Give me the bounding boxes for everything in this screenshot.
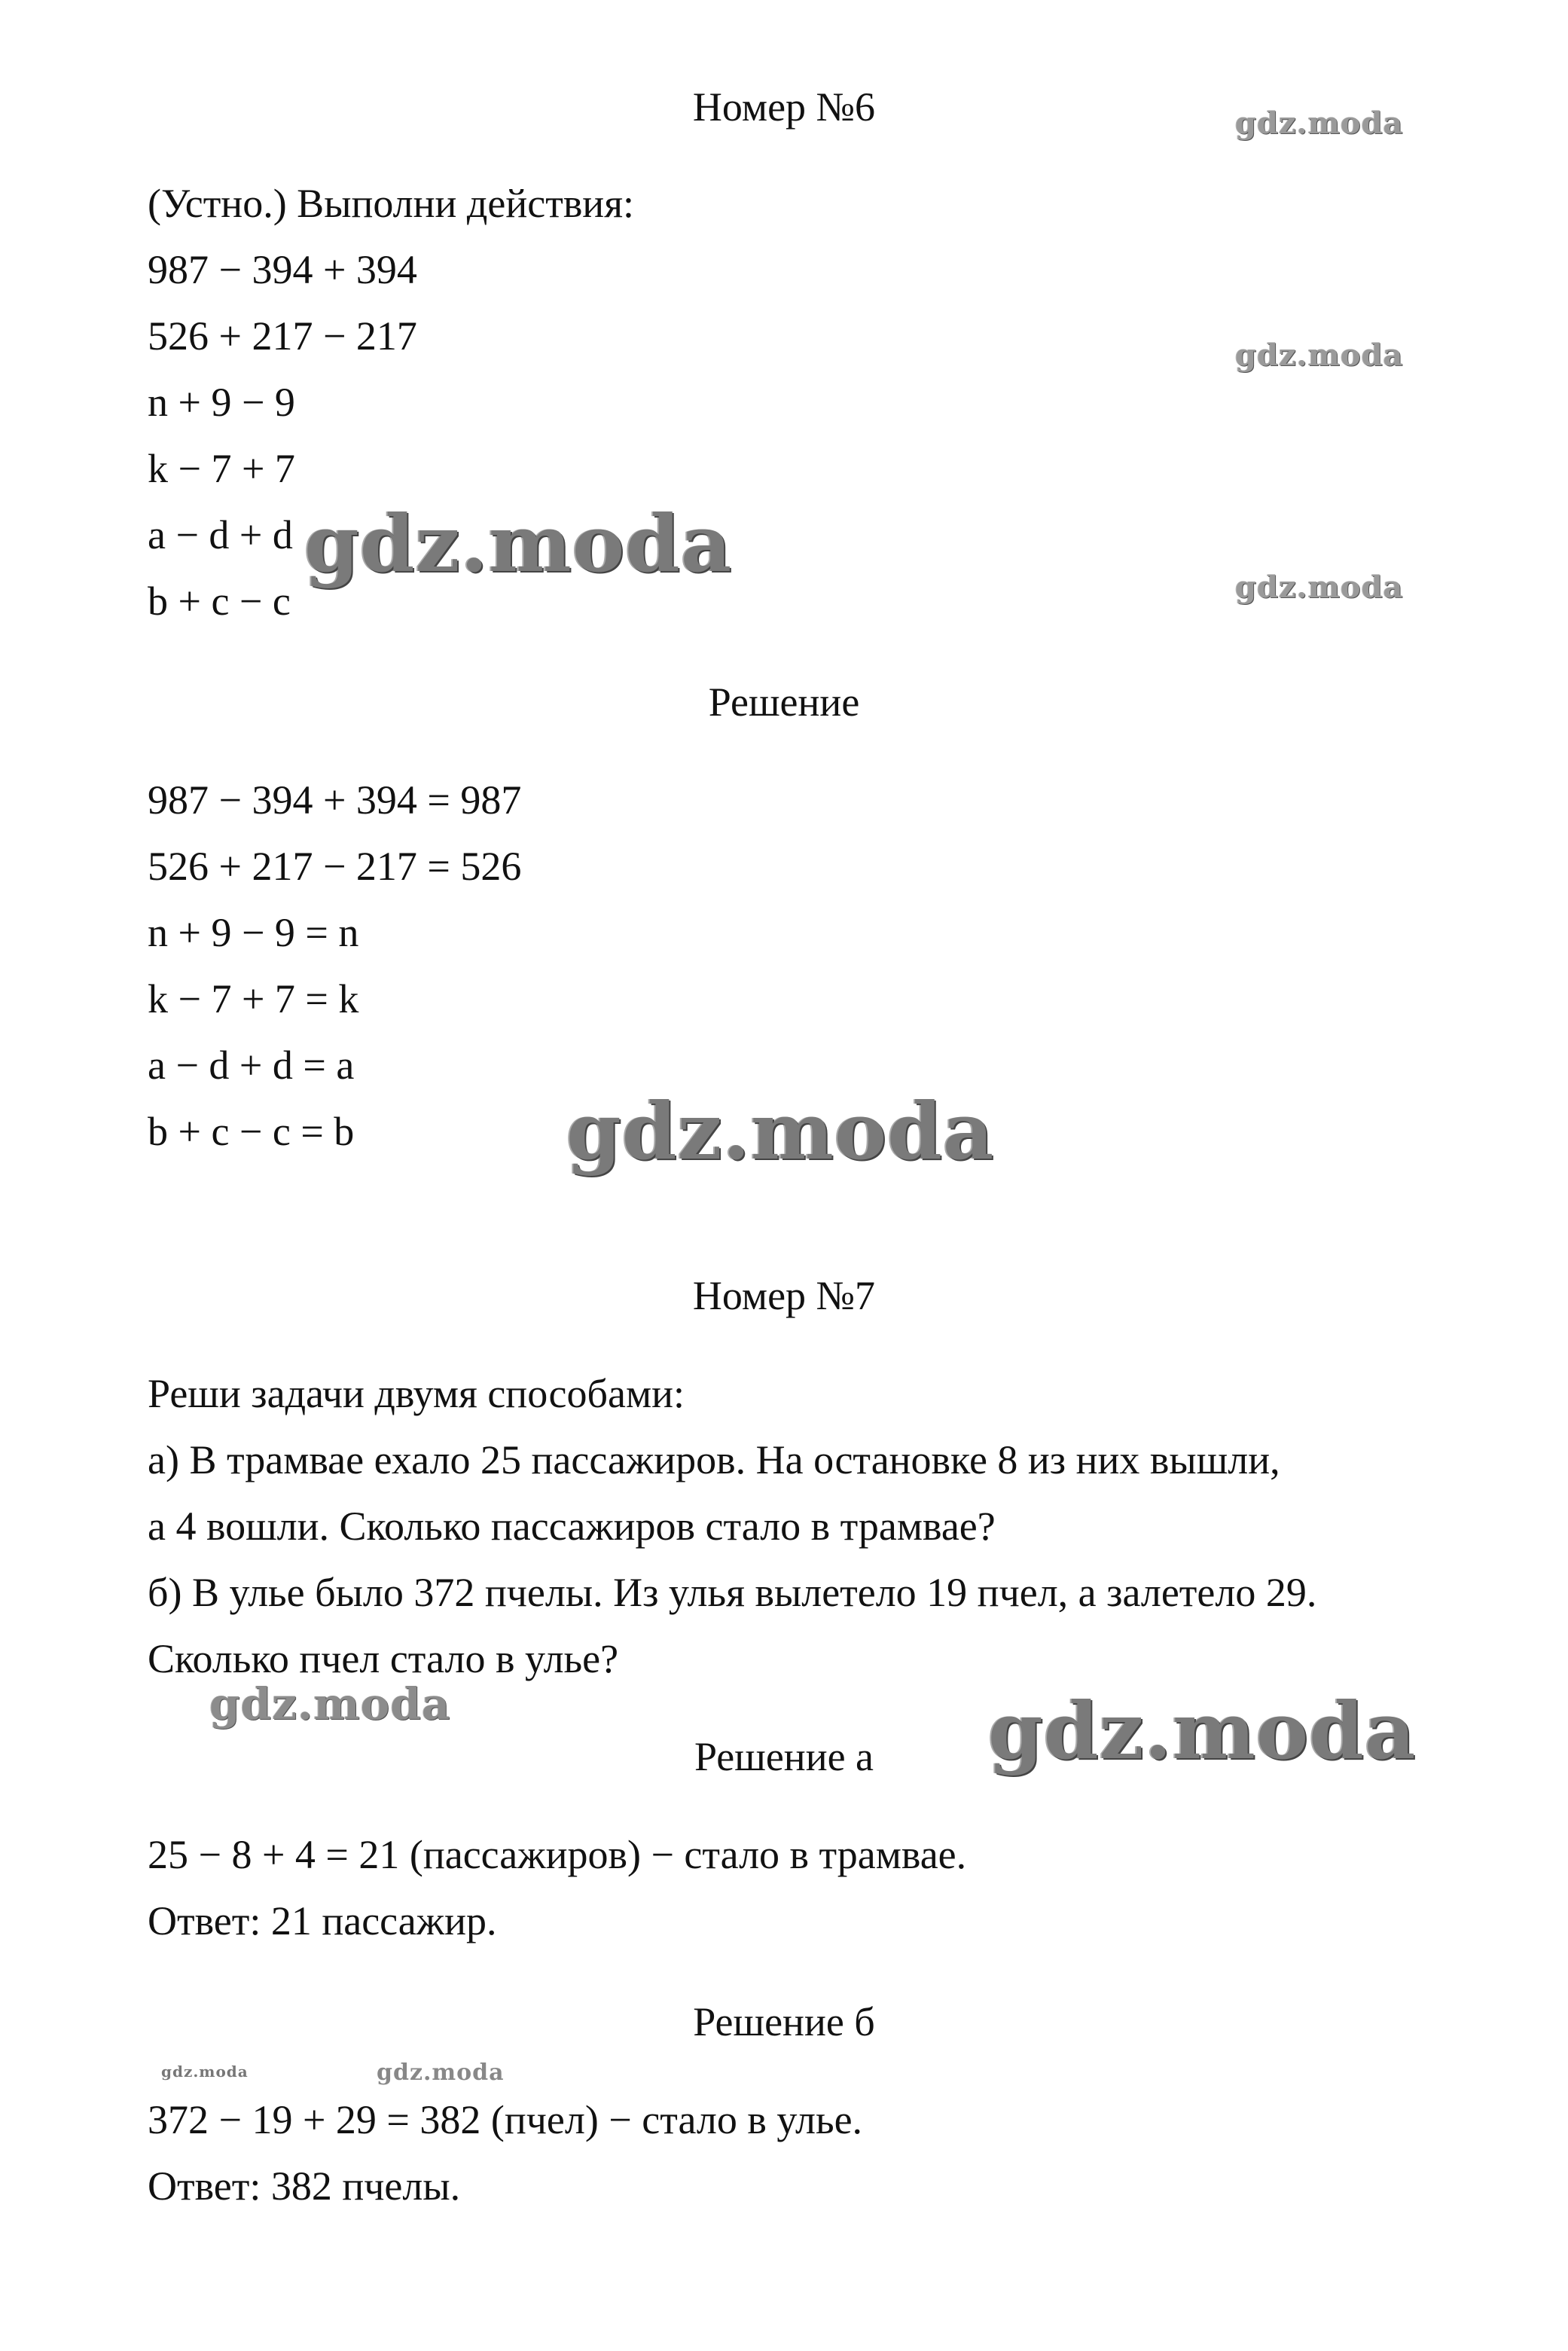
watermark: gdz.moda — [1235, 337, 1404, 373]
solution-a-line: 25 − 8 + 4 = 21 (пассажиров) − стало в трамвае. — [148, 1832, 967, 1877]
solution-line: b + c − c = b — [148, 1109, 355, 1154]
expression-line: k − 7 + 7 — [148, 446, 295, 491]
solution-line: a − d + d = a — [148, 1043, 355, 1088]
problem7-prompt: Реши задачи двумя способами: — [148, 1371, 685, 1416]
watermark: gdz.moda — [1235, 569, 1404, 605]
solution-a-title: Решение а — [694, 1734, 874, 1779]
expression-line: 987 − 394 + 394 — [148, 247, 417, 292]
solution-b-title: Решение б — [693, 1999, 875, 2044]
problem6-title: Номер №6 — [692, 84, 876, 130]
task-b-line: Сколько пчел стало в улье? — [148, 1636, 619, 1681]
expression-line: 526 + 217 − 217 — [148, 313, 417, 359]
watermark: gdz.moda — [988, 1684, 1417, 1777]
problem7-title: Номер №7 — [692, 1273, 876, 1318]
problem6-prompt: (Устно.) Выполни действия: — [148, 181, 635, 226]
watermark: gdz.moda — [566, 1085, 995, 1177]
watermark: gdz.moda — [304, 497, 733, 590]
watermark: gdz.moda — [1235, 105, 1404, 141]
watermark: gdz.moda — [161, 2062, 249, 2081]
task-b-line: б) В улье было 372 пчелы. Из улья вылетело 19 пчел, а залетело 29. — [148, 1570, 1317, 1615]
answer-a: Ответ: 21 пассажир. — [148, 1898, 497, 1943]
solution-line: k − 7 + 7 = k — [148, 976, 359, 1021]
task-a-line: а) В трамвае ехало 25 пассажиров. На остановке 8 из них вышли, — [148, 1437, 1280, 1482]
problem6-solution-title: Решение — [708, 679, 860, 725]
solution-b-line: 372 − 19 + 29 = 382 (пчел) − стало в улье. — [148, 2097, 863, 2142]
expression-line: n + 9 − 9 — [148, 380, 295, 425]
expression-line: b + c − c — [148, 579, 291, 624]
watermark: gdz.moda — [377, 2059, 505, 2086]
task-a-line: а 4 вошли. Сколько пассажиров стало в трамвае? — [148, 1504, 996, 1549]
watermark: gdz.moda — [209, 1678, 451, 1730]
expression-line: a − d + d — [148, 512, 293, 557]
solution-line: 526 + 217 − 217 = 526 — [148, 844, 522, 889]
solution-line: 987 − 394 + 394 = 987 — [148, 777, 522, 823]
answer-b: Ответ: 382 пчелы. — [148, 2163, 461, 2209]
solution-line: n + 9 − 9 = n — [148, 910, 359, 955]
